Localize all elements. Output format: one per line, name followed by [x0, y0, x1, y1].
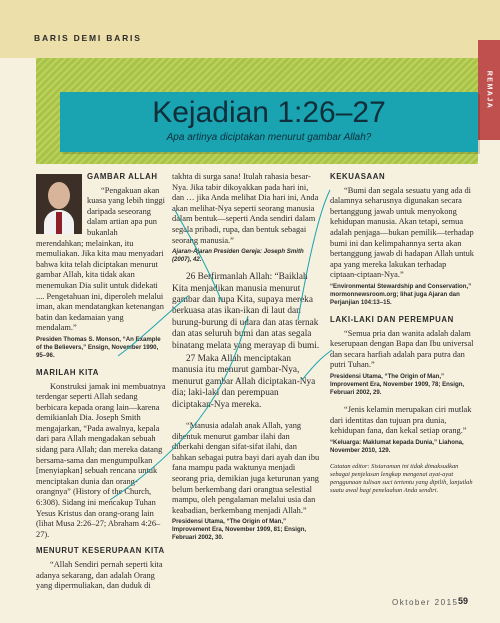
- heading-laki-laki: LAKI-LAKI DAN PEREMPUAN: [330, 314, 454, 324]
- column-left: [36, 172, 166, 594]
- title-banner: [60, 92, 478, 152]
- quote-joseph-smith-cont: takhta di surga sana! Itulah rahasia besar-Nya. Jika tabir dikoyakkan pada hari ini, dan … jika Anda melihat Dia hari ini, Anda akan melihat-Nya seperti seorang manusia dalam bentuk—seperti Anda sendiri dalam segala pribadi, rupa, dan bentuk sebagai seorang manusia.”: [172, 172, 319, 245]
- column-right: [330, 172, 474, 496]
- verse-26: 26 Berfirmanlah Allah: “Baiklah Kita menjadikan manusia menurut gambar dan rupa Kita, supaya mereka berkuasa atas ikan-ikan di laut dan burung-burung di udara dan atas ternak dan atas seluruh bumi dan atas segala binatang melata yang merayap di bumi.: [172, 272, 320, 351]
- page-number: 59: [458, 596, 469, 606]
- quote-gender: “Jenis kelamin merupakan ciri mutlak dari identitas dan tujuan pra dunia, kehidupan fana, dan kekal setiap orang.”: [330, 404, 472, 436]
- heading-gambar-allah: GAMBAR ALLAH: [87, 172, 158, 181]
- author-portrait: [36, 174, 82, 234]
- quote-origin-of-man: “Manusia adalah anak Allah, yang dibentuk menurut gambar ilahi dan diberkahi dengan sifat-sifat ilahi, dan bahkan sebagai putra bayi dari ayah dan ibu fana mampu pada waktunya menjadi seorang pria, demikian juga keturunan yang belum berkembang dari orangtua selestial mampu, oleh pengalaman melalui usia dan keabadian, berkembang menjadi Allah.”: [172, 421, 320, 515]
- side-tab-label: REMAJA: [485, 70, 493, 110]
- paragraph-plural: Konstruksi jamak ini membuatnya terdengar seperti Allah sedang berbicara kepada orang lain—karena demikianlah Dia. Joseph Smith mengajarkan, “Pada awalnya, kepala dari para Allah mengadakan sebuah sidang para Allah; dan mereka datang bersama-sama dan mengumpulkan [menyiapkan] sebuah rencana untuk menciptakan dunia dan orang-orangnya” (History of the Church, 6:308). Sidang ini mencakup Tuhan Yesus Kristus dan orang-orang lain (lihat Musa 2:26–27; Abraham 4:26–27).: [36, 381, 166, 539]
- heading-kekuasaan: KEKUASAAN: [330, 172, 386, 181]
- side-tab: [478, 40, 500, 140]
- heading-keserupaan: MENURUT KESERUPAAN KITA: [36, 546, 165, 556]
- portrait-tie: [56, 212, 62, 234]
- section-label: BARIS DEMI BARIS: [34, 33, 142, 43]
- source-proclamation: “Keluarga: Maklumat kepada Dunia,” Liahona, November 2010, 129.: [330, 438, 464, 454]
- source-monson: Presiden Thomas S. Monson, “An Example of the Believers,” Ensign, November 1990, 95–96.: [36, 335, 161, 359]
- quote-stewardship: “Bumi dan segala sesuatu yang ada di dalamnya seharusnya digunakan secara bertanggung jawab untuk menyokong kehidupan manusia. Akan tetapi, semua adalah penjaga—bukan pemilik—terhadap bumi ini dan kelimpahannya serta akan bertanggung jawab di hadapan Allah untuk apa yang mereka lakukan terhadap ciptaan-ciptaan-Nya.”: [330, 185, 474, 280]
- page-subtitle: Apa artinya diciptakan menurut gambar Allah?: [166, 132, 372, 143]
- editor-note: Catatan editor: Sisiaraman ini tidak dimaksudkan sebagai penjelasan lengkap mengenai ayat-ayat penggunaan tulisan suci tertentu yang dipilih, lanjutlah suatu awal bagi penelaahan Anda sendiri.: [330, 462, 473, 495]
- quote-universal-parents: “Semua pria dan wanita adalah dalam keserupaan dengan Bapa dan Ibu universal dan secara harfiah adalah para putra dan putri Tuhan.”: [330, 328, 474, 370]
- footer-issue: Oktober 2015: [392, 598, 459, 607]
- header-band: [0, 0, 500, 58]
- source-joseph-smith: Ajaran-Ajaran Presiden Gereja: Joseph Smith (2007), 42.: [172, 248, 304, 264]
- portrait-face: [48, 182, 70, 209]
- quote-joseph-smith: “Allah Sendiri pernah seperti kita adanya sekarang, dan adalah Orang yang dipermuliakan, dan duduk di: [36, 560, 163, 591]
- source-stewardship: “Environmental Stewardship and Conservation,” mormonnewsroom.org; lihat juga Ajaran dan Perjanjian 104:13–15.: [330, 282, 472, 306]
- quote-monson: “Pengakuan akan kuasa yang lebih tinggi daripada seseorang dalam artian apa pun bukanlah merendahkan; melainkan, itu memuliakan. Jika kita mau menyadari bahwa kita telah diciptakan menurut gambar Allah, kita tidak akan menemukan Dia sulit untuk didekati .... Pengetahuan ini, diperoleh melalui iman, akan mendatangkan ketenangan batin dan kedamaian yang mendalam.”: [36, 185, 165, 333]
- verse-27: 27 Maka Allah menciptakan manusia itu menurut gambar-Nya, menurut gambar Allah diciptakan-Nya dia; laki-laki dan perempuan diciptakan-Nya mereka.: [172, 354, 316, 410]
- page-title: Kejadian 1:26–27: [152, 96, 386, 129]
- source-universal-parents: Presidensi Utama, “The Origin of Man,” Improvement Era, November 1909, 78; Ensign, Februari 2002, 29.: [330, 372, 465, 396]
- source-origin-of-man: Presidensi Utama, “The Origin of Man,” Improvement Era, November 1909, 81; Ensign, Februari 2002, 30.: [172, 518, 307, 542]
- heading-marilah-kita: MARILAH KITA: [36, 367, 99, 377]
- column-middle: [172, 172, 320, 550]
